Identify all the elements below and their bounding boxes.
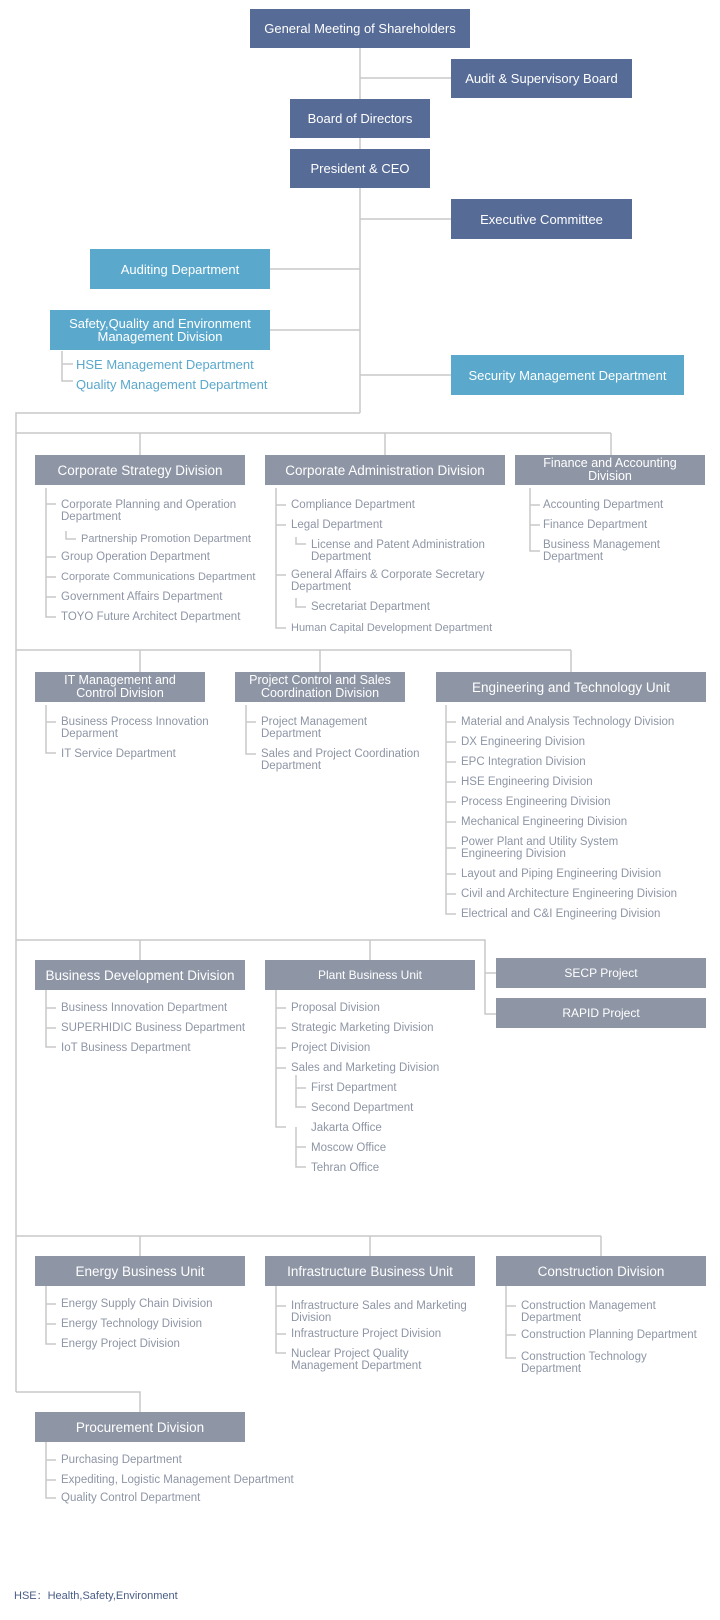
it-management-division-box[interactable] [35,672,205,702]
it-item[interactable]: Deparment [61,728,118,740]
bd-item[interactable]: IoT Business Department [61,1042,191,1054]
sqe-division-title-line1: Safety,Quality and Environment [69,316,251,331]
shareholders-box[interactable]: General Meeting of Shareholders [250,9,470,48]
eng-item[interactable]: Layout and Piping Engineering Division [461,868,662,880]
ca-item[interactable]: Compliance Department [291,499,416,511]
fa-item[interactable]: Finance Department [543,519,648,531]
eng-item[interactable]: Material and Analysis Technology Division [461,716,675,728]
ca-item[interactable]: Department [291,581,352,593]
plant-business-unit-box[interactable]: Plant Business Unit [265,960,475,990]
bd-item[interactable]: SUPERHIDIC Business Department [61,1022,246,1034]
ca-item[interactable]: Human Capital Development Department [291,622,493,634]
eng-item[interactable]: Process Engineering Division [461,796,611,808]
finance-title-line2: Division [588,469,632,483]
energy-item[interactable]: Energy Supply Chain Division [61,1298,213,1310]
business-development-division-box[interactable]: Business Development Division [35,960,245,990]
cs-item[interactable]: Government Affairs Department [61,591,223,603]
infra-item[interactable]: Division [291,1312,332,1324]
construction-item[interactable]: Construction Planning Department [521,1329,697,1341]
eng-item[interactable]: Electrical and C&I Engineering Division [461,908,661,920]
executive-committee-box[interactable]: Executive Committee [451,199,632,239]
eng-item[interactable]: Civil and Architecture Engineering Division [461,888,678,900]
plant-item[interactable]: Tehran Office [311,1162,380,1174]
project-control-division-box[interactable] [235,672,405,702]
infrastructure-business-unit-box[interactable]: Infrastructure Business Unit [265,1256,475,1286]
construction-item[interactable]: Construction Management [521,1300,656,1312]
cs-item[interactable]: Corporate Planning and Operation [61,499,237,511]
security-management-department-box[interactable]: Security Management Department [451,355,684,395]
plant-item[interactable]: Sales and Marketing Division [291,1062,440,1074]
procurement-item[interactable]: Purchasing Department [61,1454,182,1466]
auditing-department-box[interactable]: Auditing Department [90,249,270,289]
quality-management-department[interactable]: Quality Management Department [76,377,268,392]
eng-item[interactable]: DX Engineering Division [461,736,586,748]
plant-item[interactable]: First Department [311,1082,397,1094]
it-title-line2: Control Division [76,686,164,700]
corporate-strategy-division-box[interactable]: Corporate Strategy Division [35,455,245,485]
energy-item[interactable]: Energy Project Division [61,1338,180,1350]
rapid-project-box[interactable]: RAPID Project [496,998,706,1028]
cs-item[interactable]: Corporate Communications Department [61,571,256,583]
pc-title-line2: Coordination Division [260,686,380,700]
cs-item[interactable]: Group Operation Department [61,551,210,563]
ca-item[interactable]: Legal Department [291,519,383,531]
pc-item[interactable]: Sales and Project Coordination [261,748,420,760]
plant-item[interactable]: Moscow Office [311,1142,387,1154]
infra-item[interactable]: Infrastructure Project Division [291,1328,442,1340]
board-of-directors-box[interactable]: Board of Directors [290,99,430,138]
cs-item[interactable]: TOYO Future Architect Department [61,611,241,623]
it-item[interactable]: IT Service Department [61,748,176,760]
finance-accounting-division-box[interactable] [515,455,705,485]
secp-project-box[interactable]: SECP Project [496,958,706,988]
pc-title-line1: Project Control and Sales [249,673,391,687]
eng-item[interactable]: Mechanical Engineering Division [461,816,628,828]
fa-item[interactable]: Business Management [543,539,660,551]
pc-item[interactable]: Department [261,728,322,740]
eng-item[interactable]: EPC Integration Division [461,756,586,768]
footnote: HSE：Health,Safety,Environment [14,1590,178,1602]
plant-item[interactable]: Strategic Marketing Division [291,1022,434,1034]
sqe-division-title-line2: Management Division [97,329,223,344]
construction-item[interactable]: Construction Technology [521,1351,647,1363]
ca-item[interactable]: Secretariat Department [311,601,430,613]
cs-item[interactable]: Department [61,511,122,523]
bd-item[interactable]: Business Innovation Department [61,1002,228,1014]
pc-item[interactable]: Department [261,760,322,772]
procurement-item[interactable]: Quality Control Department [61,1492,201,1504]
eng-item[interactable]: Engineering Division [461,848,566,860]
ca-item[interactable]: Department [311,551,372,563]
pc-item[interactable]: Project Management [261,716,368,728]
ca-item[interactable]: General Affairs & Corporate Secretary [291,569,485,581]
cs-item[interactable]: Partnership Promotion Department [81,533,251,545]
energy-business-unit-box[interactable]: Energy Business Unit [35,1256,245,1286]
ca-item[interactable]: License and Patent Administration [311,539,485,551]
it-item[interactable]: Business Process Innovation [61,716,209,728]
infra-item[interactable]: Infrastructure Sales and Marketing [291,1300,467,1312]
corporate-administration-division-box[interactable]: Corporate Administration Division [265,455,505,485]
procurement-item[interactable]: Expediting, Logistic Management Department [61,1474,294,1486]
procurement-division-box[interactable]: Procurement Division [35,1412,245,1442]
it-title-line1: IT Management and [64,673,176,687]
plant-item[interactable]: Second Department [311,1102,414,1114]
audit-board-box[interactable]: Audit & Supervisory Board [451,59,632,98]
infra-item[interactable]: Management Department [291,1360,422,1372]
plant-item[interactable]: Proposal Division [291,1002,380,1014]
engineering-technology-unit-box[interactable]: Engineering and Technology Unit [436,672,706,702]
sqe-division-box[interactable] [50,310,270,350]
plant-item[interactable]: Project Division [291,1042,371,1054]
hse-management-department[interactable]: HSE Management Department [76,357,254,372]
infra-item[interactable]: Nuclear Project Quality [291,1348,409,1360]
eng-item[interactable]: HSE Engineering Division [461,776,593,788]
plant-item[interactable]: Jakarta Office [311,1122,382,1134]
fa-item[interactable]: Accounting Department [543,499,664,511]
president-ceo-box[interactable]: President & CEO [290,149,430,188]
construction-item[interactable]: Department [521,1363,582,1375]
finance-title-line1: Finance and Accounting [543,456,677,470]
construction-division-box[interactable]: Construction Division [496,1256,706,1286]
energy-item[interactable]: Energy Technology Division [61,1318,203,1330]
eng-item[interactable]: Power Plant and Utility System [461,836,619,848]
fa-item[interactable]: Department [543,551,604,563]
construction-item[interactable]: Department [521,1312,582,1324]
